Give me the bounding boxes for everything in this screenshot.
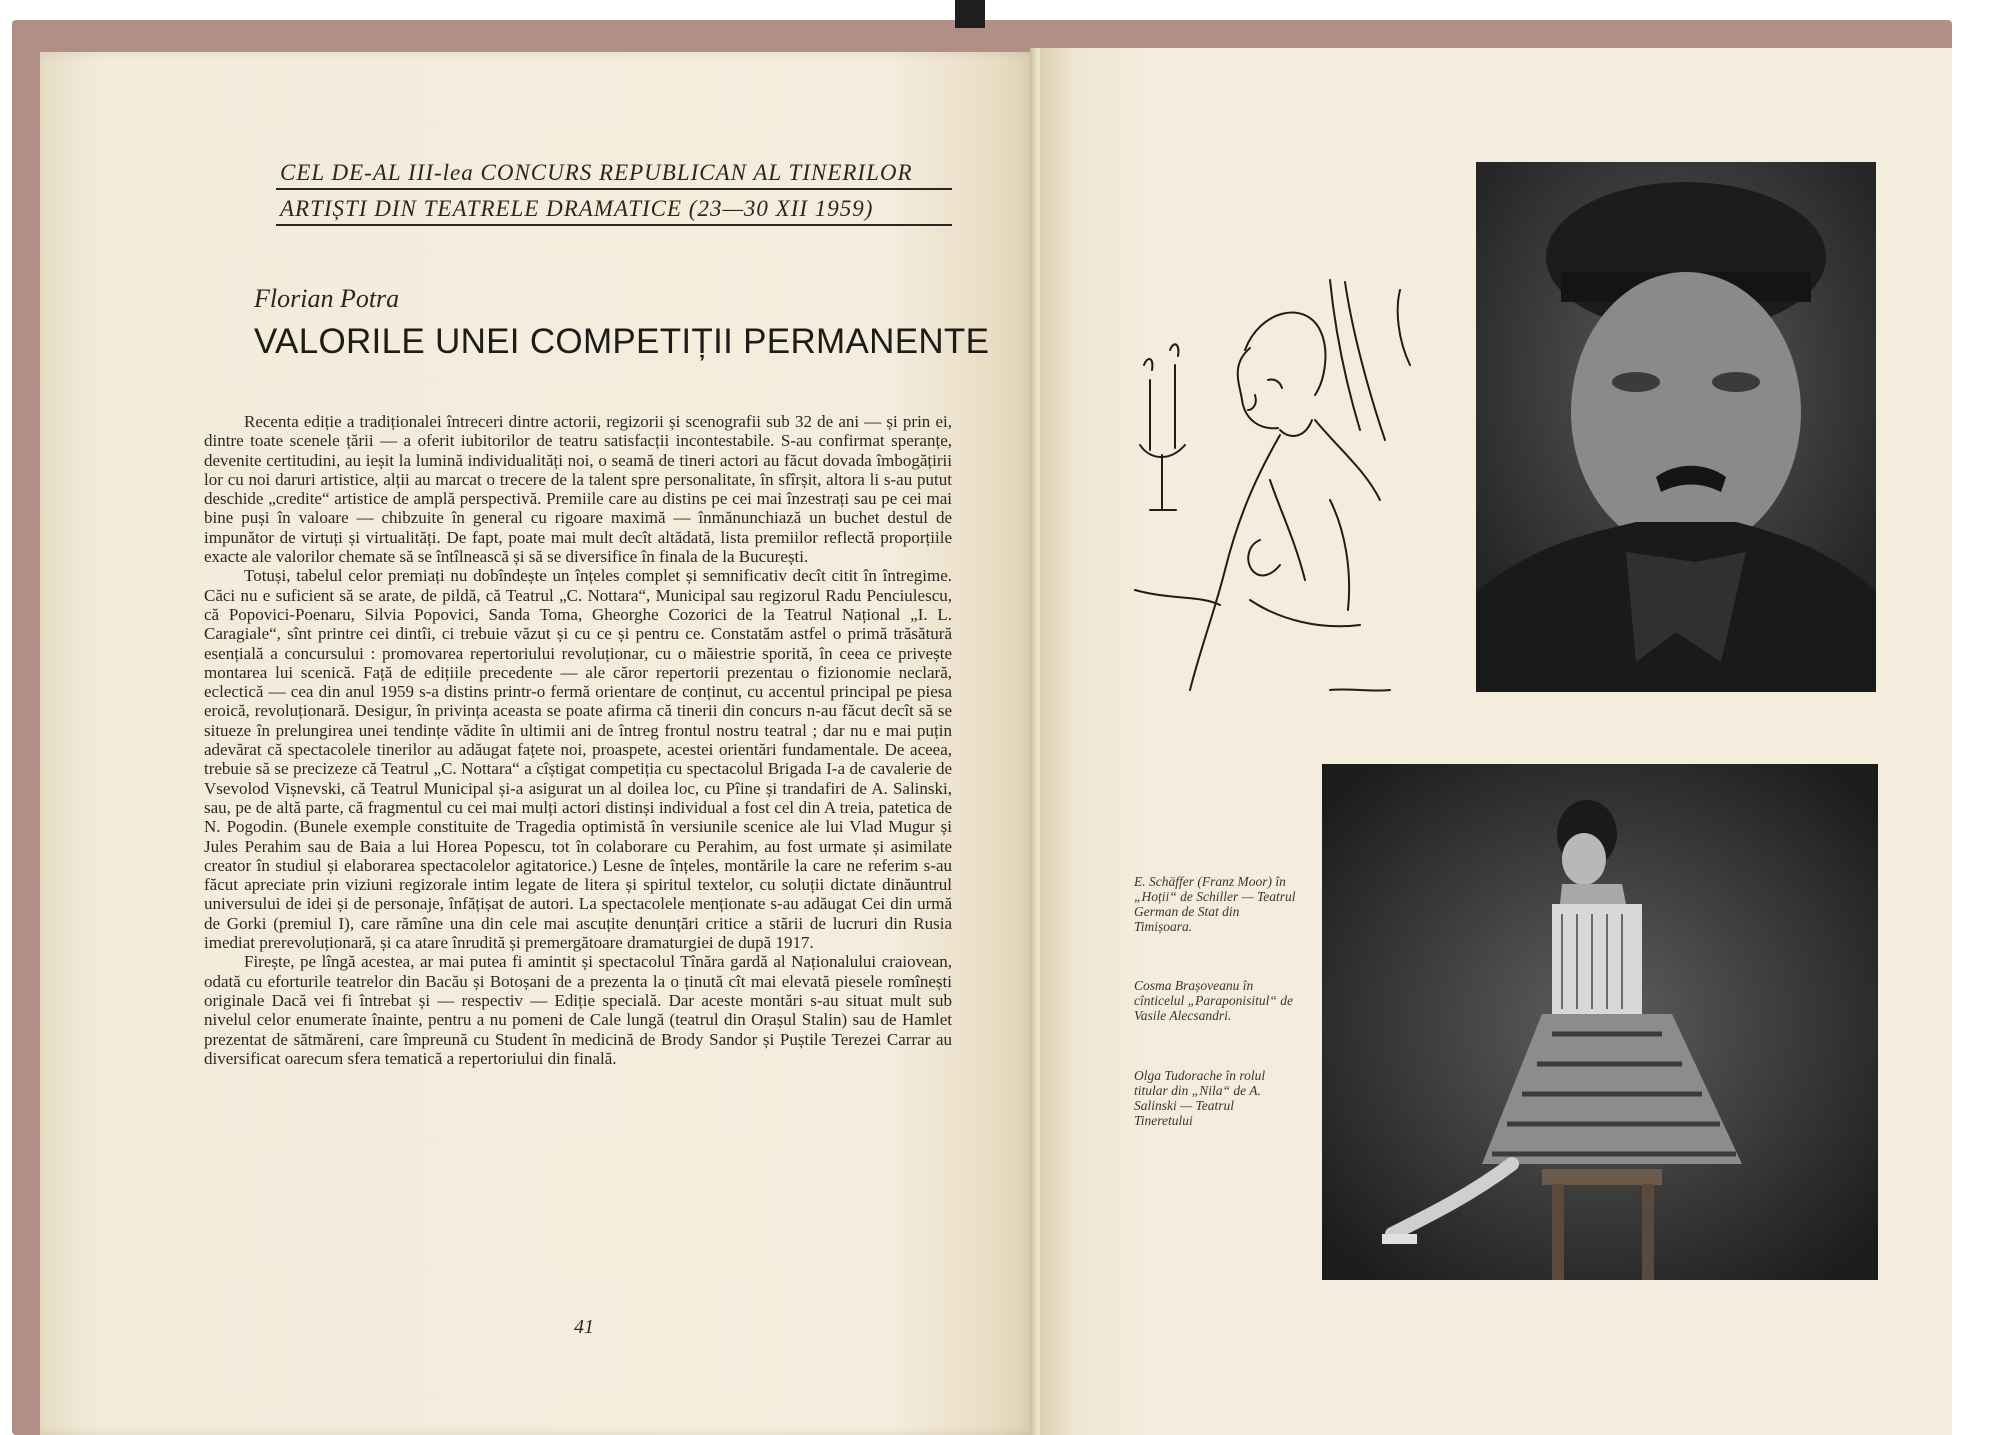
caption-2: Cosma Brașoveanu în cînticelul „Paraponisitul“ de Vasile Alecsandri. — [1134, 978, 1293, 1023]
caption-1: E. Schäffer (Franz Moor) în „Hoții“ de Schiller — Teatrul German de Stat din Timișoara. — [1134, 874, 1296, 934]
portrait-photo — [1476, 162, 1876, 692]
paragraph-3: Firește, pe lîngă acestea, ar mai putea fi amintit și spectacolul Tînăra gardă al Naționalului craiovean, odată cu eforturile teatrelor din Bacău și Botoșani de a prezenta la o ținută cît mai elevată piesele romînești originale Dacă vei fi întrebat și — respectiv — Ediție specială. Dar aceste montări s-au situat mult sub nivelul celor enumerate înainte, pentru a nu pomeni de Cale lungă (teatrul din Orașul Stalin) sau de Hamlet prezentat de sătmăreni, care împreună cu Student în medicină de Brody Sandor și Puștile Terezei Carrar au diversificat oarecum sfera tematică a repertoriului din finală. — [204, 952, 952, 1068]
article-title: VALORILE UNEI COMPETIȚII PERMANENTE — [254, 322, 990, 361]
paragraph-2: Totuși, tabelul celor premiați nu dobîndește un înțeles complet și semnificativ decît citit în întregime. Căci nu e suficient să se arate, de pildă, că Teatrul „C. Nottara“, Municipal sau regizorul Radu Penciulescu, că Popovici-Poenaru, Silvia Popovici, Sanda Toma, Gheorghe Cozorici de la Teatrul Național „I. L. Caragiale“, sînt printre cei dintîi, ci trebuie văzut și cu ce și pentru ce. Constatăm astfel o primă trăsătură esențială a concursului : promovarea repertoriului revoluționar, cu o măiestrie sporită, în ceea ce privește montarea lui scenică. Față de edițiile precedente — ale căror repertorii prezentau o fizionomie neclară, eclectică — cea din anul 1959 s-a distins printr-o fermă orientare de conținut, cu accentul principal pe piesa eroică, revoluționară. Desigur, în privința aceasta se poate afirma că tinerii din concurs n-au făcut decît să se situeze în prelungirea unei tendințe vădite în ultimii ani de întreg frontul nostru teatral ; dar nu e mai puțin adevărat că spectacolele tinerilor au adăugat fațete noi, proaspete, acestei orientări fundamentale. De aceea, trebuie să se precizeze că Teatrul „C. Nottara“ a cîștigat competiția cu spectacolul Brigada I-a de cavalerie de Vsevolod Vișnevski, că Teatrul Municipal și-a asigurat un al doilea loc, cu Pîine și trandafiri de A. Salinski, sau, pe de altă parte, că fragmentul cu cei mai mulți actori distinși individual a fost cel din A treia, patetica de N. Pogodin. (Bunele exemple constituite de Tragedia optimistă în versiunile scenice ale lui Vlad Mugur și Jules Perahim sau de Baia a lui Horea Popescu, tot în colaborare cu Perahim, au fost urmate și asimilate creator în studiul și elaborarea spectacolelor agitatorice.) Lesne de înțeles, montările la care ne referim s-au făcut apreciate prin viziuni regizorale intim legate de litera și spiritul textelor, cu soluții dictate dinăuntrul universului de idei și de personaje, înfățișat de autori. La spectacolele menționate s-au adăugat Cei din urmă de Gorki (premiul I), care rămîne una din cele mai ascuțite denunțări critice a stării de lucruri din Rusia imediat prerevoluționară, și ca atare înrudită și premergătoare dramaturgiei de după 1917. — [204, 566, 952, 953]
article-body — [204, 412, 952, 1068]
stage-photo — [1322, 764, 1878, 1280]
paragraph-1: Recenta ediție a tradiționalei întreceri dintre actorii, regizorii și scenografii sub 32 de ani — și prin ei, dintre toate scenele țării — a oferit iubitorilor de teatru satisfacții incontestabile. S-au confirmat speranțe, devenite certitudini, au ieșit la lumină individualități noi, o seamă de tineri actori au făcut dovada îmbogățirii lor cu noi daruri artistice, alții au marcat o trecere de la talent spre personalitate, în sfîrșit, altora li s-au putut deschide „credite“ artistice de amplă perspectivă. Premiile care au distins pe cei mai înzestrați sau pe cei mai bine puși în valoare — chibzuite în general cu rigoare maximă — înmănunchiază un buchet destul de impunător de virtuți și virtualități. De fapt, poate mai mult decît altădată, lista premiilor reflectă proporțiile exacte ale valorilor chemate să se întîlnească și să se diversifice în finala de la București. — [204, 412, 952, 567]
header-line-2: ARTIȘTI DIN TEATRELE DRAMATICE (23—30 XII 1959) — [280, 196, 874, 221]
header-line-1: CEL DE-AL III-lea CONCURS REPUBLICAN AL TINERILOR — [280, 160, 913, 185]
page-number: 41 — [574, 1316, 594, 1338]
header-rule-2 — [276, 224, 952, 226]
header-rule-1 — [276, 188, 952, 190]
sketch-illustration — [1130, 270, 1450, 710]
caption-3: Olga Tudorache în rolul titular din „Nila“ de A. Salinski — Teatrul Tineretului — [1134, 1068, 1266, 1128]
article-author: Florian Potra — [254, 284, 400, 313]
binding-tab — [955, 0, 985, 28]
